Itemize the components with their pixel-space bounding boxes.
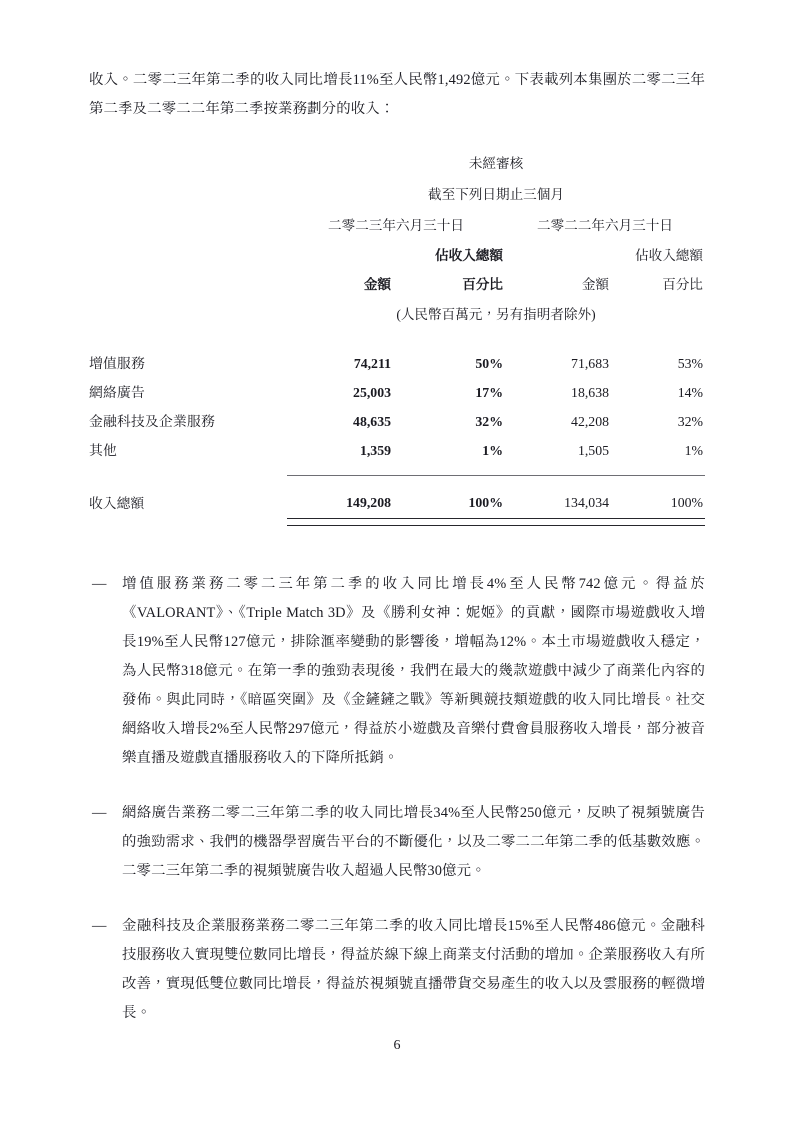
intro-paragraph: 收入。二零二三年第二季的收入同比增長11%至人民幣1,492億元。下表載列本集團於二零二三年第二季及二零二二年第二季按業務劃分的收入： (89, 72, 705, 117)
table-row (89, 407, 705, 436)
row-percent-2023: 50% (475, 356, 503, 371)
row-percent-2022: 14% (677, 385, 703, 400)
table-total-double-rule-row (89, 519, 705, 526)
rule-amount-2023 (287, 465, 393, 476)
row-amount-2022: 18,638 (571, 385, 609, 400)
table-units-row (89, 299, 705, 331)
table-header-unaudited-row (89, 148, 705, 179)
page-content (89, 66, 705, 1028)
bullet-text: 金融科技及企業服務業務二零二三年第二季的收入同比增長15%至人民幣486億元。金融科技服務收入實現雙位數同比增長，得益於線下線上商業支付活動的增加。企業服務收入有所改善，實現低雙位數同比增長，得益於視頻號直播帶貨交易產生的收入以及雲服務的輕微增長。 (122, 918, 705, 1021)
row-label: 金融科技及企業服務 (89, 414, 215, 429)
total-amount-2022: 134,034 (564, 495, 609, 510)
page-number: 6 (393, 1038, 401, 1053)
table-header-date-2023: 二零二三年六月三十日 (328, 218, 464, 233)
spacer-cell (89, 210, 287, 241)
revenue-table-block (89, 148, 705, 526)
table-col-amount-2022: 金額 (581, 277, 609, 292)
table-row (89, 378, 705, 407)
row-label: 增值服務 (89, 356, 145, 371)
rule-amount-2022 (505, 465, 611, 476)
spacer-cell (89, 179, 287, 210)
row-amount-2023: 1,359 (359, 443, 391, 458)
table-units-note: (人民幣百萬元，另有指明者除外) (396, 307, 596, 322)
revenue-by-segment-table (89, 148, 705, 526)
table-col-percent-2022: 百分比 (662, 277, 703, 292)
row-amount-2022: 71,683 (571, 356, 609, 371)
double-rule-percent-2022 (611, 519, 705, 526)
table-header-pct-of-total-2023: 佔收入總額 (435, 248, 503, 263)
table-heading-unaudited: 未經審核 (468, 156, 524, 171)
row-amount-2023: 74,211 (353, 356, 391, 371)
spacer-cell (505, 241, 611, 270)
table-row (89, 436, 705, 465)
total-percent-2023: 100% (468, 495, 503, 510)
spacer-cell (89, 299, 287, 331)
table-row (89, 349, 705, 378)
bullet-text: 網絡廣告業務二零二三年第二季的收入同比增長34%至人民幣250億元，反映了視頻號廣告的強勁需求、我們的機器學習廣告平台的不斷優化，以及二零二二年第二季的低基數效應。二零二三年第二季的視頻號廣告收入超過人民幣30億元。 (122, 805, 705, 879)
spacer-cell (287, 241, 393, 270)
row-percent-2023: 17% (475, 385, 503, 400)
row-amount-2022: 42,208 (571, 414, 609, 429)
table-header-pct-row (89, 241, 705, 270)
double-rule-percent-2023 (393, 519, 505, 526)
table-subtotal-rule-row (89, 465, 705, 476)
row-label: 網絡廣告 (89, 385, 145, 400)
bullet-dash-icon: — (92, 918, 107, 934)
table-column-labels-row (89, 270, 705, 299)
table-header-dates-row (89, 210, 705, 241)
table-col-amount-2023: 金額 (363, 277, 391, 292)
row-percent-2023: 32% (475, 414, 503, 429)
row-percent-2022: 32% (677, 414, 703, 429)
double-rule-amount-2023 (287, 519, 393, 526)
spacer-cell (89, 148, 287, 179)
bullet-dash-icon: — (92, 805, 107, 821)
rule-percent-2023 (393, 465, 505, 476)
bullet-item-online-advertising (89, 799, 705, 886)
row-label: 其他 (89, 443, 117, 458)
table-header-period-row (89, 179, 705, 210)
table-col-percent-2023: 百分比 (462, 277, 503, 292)
row-amount-2023: 48,635 (353, 414, 391, 429)
bullet-dash-icon: — (92, 576, 107, 592)
spacer-cell (89, 241, 287, 270)
row-percent-2022: 53% (677, 356, 703, 371)
bullet-list (89, 570, 705, 1028)
row-amount-2023: 25,003 (353, 385, 391, 400)
bullet-item-fintech-business-services (89, 912, 705, 1028)
total-percent-2022: 100% (670, 495, 703, 510)
table-header-pct-of-total-2022: 佔收入總額 (635, 248, 703, 263)
table-total-row (89, 488, 705, 519)
row-percent-2023: 1% (482, 443, 503, 458)
row-percent-2022: 1% (684, 443, 703, 458)
table-gap-row (89, 476, 705, 489)
double-rule-amount-2022 (505, 519, 611, 526)
row-amount-2022: 1,505 (577, 443, 609, 458)
bullet-text: 增值服務業務二零二三年第二季的收入同比增長4%至人民幣742億元。得益於《VALORANT》、《Triple Match 3D》及《勝利女神：妮姬》的貢獻，國際市場遊戲收入增長19%至人民幣127億元，排除滙率變動的影響後，增幅為12%。本土市場遊戲收入穩定，為人民幣318億元。在第一季的強勁表現後，我們在最大的幾款遊戲中減少了商業化內容的發佈。與此同時，《暗區突圍》及《金鏟鏟之戰》等新興競技類遊戲的收入同比增長。社交網絡收入增長2%至人民幣297億元，得益於小遊戲及音樂付費會員服務收入增長，部分被音樂直播及遊戲直播服務收入的下降所抵銷。 (122, 576, 705, 766)
spacer-cell (89, 270, 287, 299)
bullet-item-value-added-services (89, 570, 705, 773)
total-amount-2023: 149,208 (346, 495, 391, 510)
table-heading-period: 截至下列日期止三個月 (428, 187, 564, 202)
table-spacer-row (89, 331, 705, 349)
total-label: 收入總額 (89, 495, 145, 511)
table-header-date-2022: 二零二二年六月三十日 (537, 218, 673, 233)
rule-percent-2022 (611, 465, 705, 476)
